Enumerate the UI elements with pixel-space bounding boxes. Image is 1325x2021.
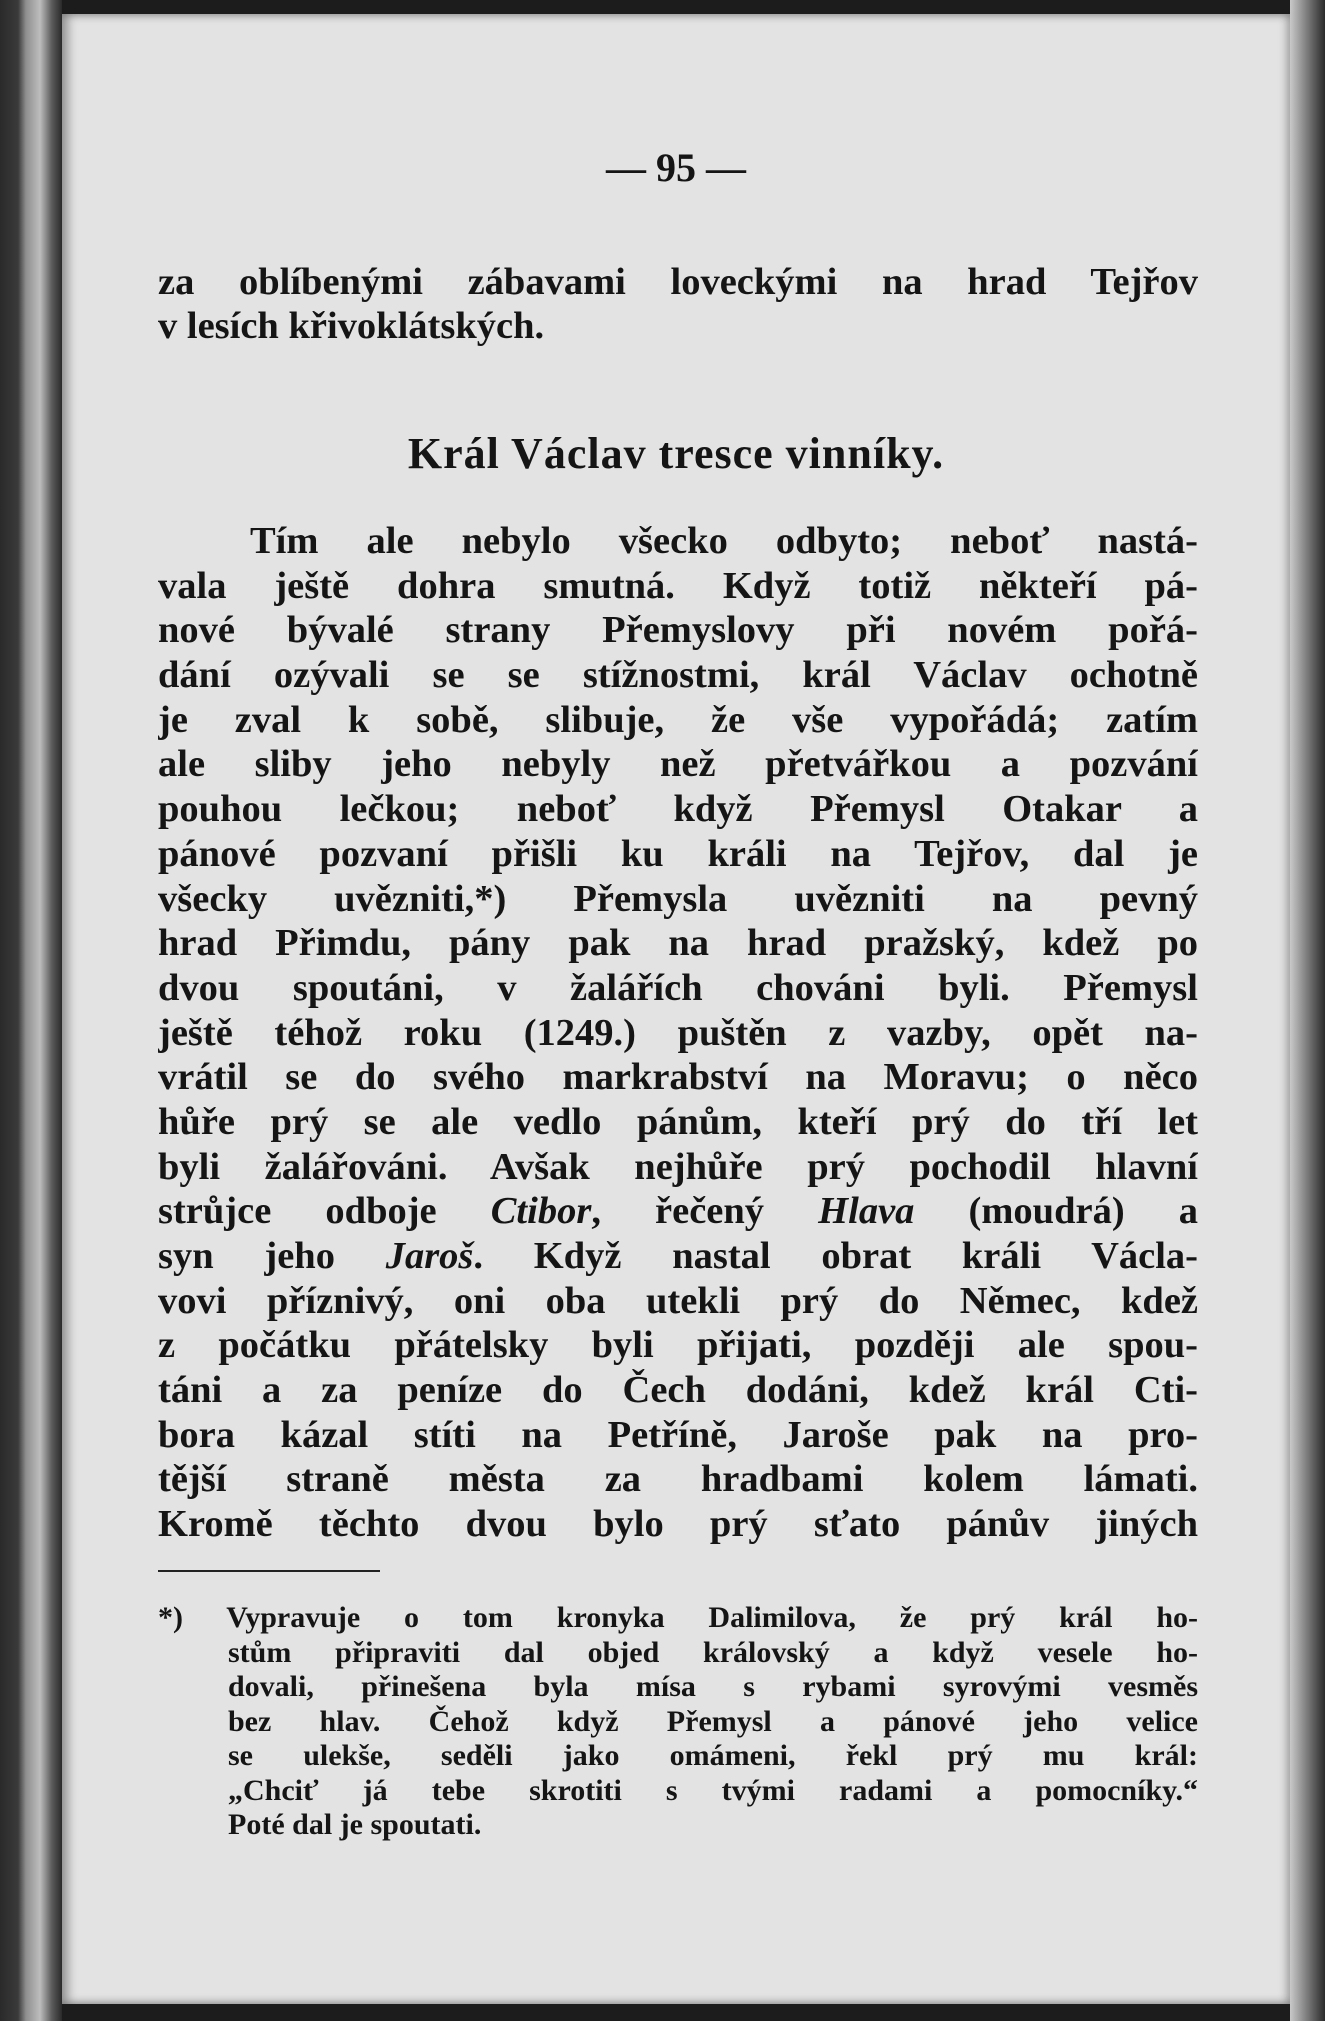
- text-line: Kromě těchto dvou bylo prý sťato pánův jiných: [158, 1503, 1198, 1546]
- right-page-edge: [1290, 0, 1325, 2021]
- text-segment: . Když nastal obrat králi Václa-: [473, 1235, 1198, 1277]
- text-segment: (moudrá) a: [968, 1190, 1198, 1233]
- text-line: ještě téhož roku (1249.) puštěn z vazby, opět na-: [158, 1011, 1198, 1054]
- text-line: za oblíbenými zábavami loveckými na hrad Tejřov: [158, 261, 1198, 303]
- book-page: [62, 14, 1290, 2004]
- text-line: pouhou lečkou; neboť když Přemysl Otakar a: [158, 788, 1198, 831]
- text-line: táni a za peníze do Čech dodáni, kdež král Cti-: [158, 1369, 1198, 1412]
- text-line: vala ještě dohra smutná. Když totiž někteří pá-: [158, 564, 1198, 607]
- intro-paragraph: [158, 260, 1198, 348]
- text-line: tější straně města za hradbami kolem lámati.: [158, 1458, 1198, 1501]
- footnote-divider: [158, 1570, 380, 1572]
- text-line: vrátil se do svého markrabství na Moravu; o něco: [158, 1056, 1198, 1099]
- text-line: byli žalářováni. Avšak nejhůře prý pochodil hlavní: [158, 1145, 1198, 1188]
- footnote-line: bez hlav. Čehož když Přemysl a pánové jeho velice: [228, 1704, 1198, 1738]
- text-line: dání ozývali se se stížnostmi, král Václav ochotně: [158, 654, 1198, 697]
- footnote: [158, 1601, 1198, 1843]
- section-heading: Král Václav tresce vinníky.: [407, 429, 945, 478]
- text-line: Tím ale nebylo všecko odbyto; neboť nastá-: [250, 520, 1198, 562]
- text-line: pánové pozvaní přišli ku králi na Tejřov, dal je: [158, 832, 1198, 875]
- text-line: hrad Přimdu, pány pak na hrad pražský, kdež po: [158, 922, 1198, 965]
- italic-name-hlava: Hlava: [818, 1190, 915, 1233]
- text-line: je zval k sobě, slibuje, že vše vypořádá; zatím: [158, 698, 1198, 741]
- italic-name-jaros: Jaroš: [385, 1235, 474, 1277]
- text-segment: , řečený: [591, 1190, 765, 1233]
- footnote-line: Poté dal je spoutati.: [228, 1808, 482, 1841]
- footnote-line: dovali, přinešena byla mísa s rybami syrovými vesměs: [228, 1670, 1198, 1703]
- footnote-line: *) Vypravuje o tom kronyka Dalimilova, že prý král ho-: [158, 1601, 1198, 1634]
- text-line: všecky uvězniti,*) Přemysla uvězniti na pevný: [158, 877, 1198, 920]
- text-line: nové bývalé strany Přemyslovy při novém pořá-: [158, 609, 1198, 652]
- footnote-line: „Chciť já tebe skrotiti s tvými radami a pomocníky.“: [228, 1773, 1198, 1807]
- left-page-edge: [0, 0, 62, 2021]
- text-line-with-italics: [158, 1189, 1198, 1234]
- text-line: vovi příznivý, oni oba utekli prý do Němec, kdež: [158, 1279, 1198, 1322]
- text-line: z počátku přátelsky byli přijati, později ale spou-: [158, 1324, 1198, 1367]
- text-line-with-italics: [158, 1234, 1198, 1279]
- text-segment: syn jeho: [158, 1235, 335, 1277]
- footnote-line: stům připraviti dal objed královský a když vesele ho-: [228, 1635, 1198, 1669]
- text-line: ale sliby jeho nebyly než přetvářkou a pozvání: [158, 743, 1198, 786]
- page-number: — 95 —: [606, 145, 746, 190]
- footnote-line: se ulekše, seděli jako omámeni, řekl prý mu král:: [228, 1739, 1198, 1772]
- text-line: v lesích křivoklátských.: [158, 305, 545, 347]
- main-paragraph: [158, 519, 1198, 1547]
- text-line: hůře prý se ale vedlo pánům, kteří prý do tří let: [158, 1100, 1198, 1143]
- text-segment: strůjce odboje: [158, 1190, 437, 1233]
- italic-name-ctibor: Ctibor: [490, 1190, 592, 1233]
- text-line: bora kázal stíti na Petříně, Jaroše pak na pro-: [158, 1413, 1198, 1456]
- text-line: dvou spoutáni, v žalářích chováni byli. Přemysl: [158, 966, 1198, 1009]
